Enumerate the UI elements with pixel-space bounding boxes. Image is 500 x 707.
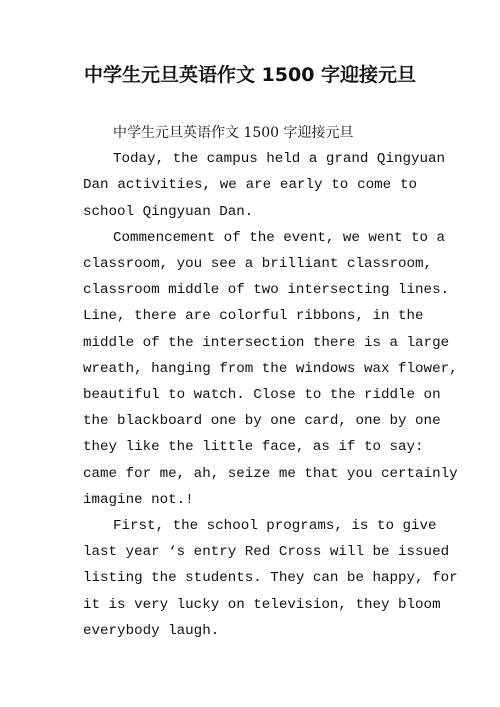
paragraph-line: classroom middle of two intersecting lines.: [83, 282, 450, 299]
paragraph-line: First, the school programs, is to give: [113, 518, 437, 535]
paragraph-line: listing the students. They can be happy, for: [83, 570, 458, 587]
paragraph-line: Today, the campus held a grand Qingyuan: [113, 151, 446, 168]
paragraph-line: school Qingyuan Dan.: [83, 203, 254, 220]
paragraph-line: beautiful to watch. Close to the riddle on: [83, 387, 441, 404]
paragraph-line: it is very lucky on television, they bloom: [83, 596, 441, 613]
document-body: [83, 120, 458, 644]
paragraph-line: imagine not.!: [83, 491, 194, 508]
paragraph-2: [83, 225, 458, 513]
paragraph-line: came for me, ah, seize me that you certainly: [83, 465, 458, 482]
paragraph-line: Line, there are colorful ribbons, in the: [83, 308, 424, 325]
document-subtitle: 中学生元旦英语作文 1500 字迎接元旦: [113, 125, 354, 141]
paragraph-3: [83, 513, 458, 644]
paragraph-line: they like the little face, as if to say:: [83, 439, 424, 456]
paragraph-line: last year ‘s entry Red Cross will be issued: [83, 544, 450, 561]
paragraph-line: middle of the intersection there is a large: [83, 334, 450, 351]
paragraph-line: the blackboard one by one card, one by one: [83, 413, 441, 430]
paragraph-line: classroom, you see a brilliant classroom,: [83, 256, 433, 273]
paragraph-line: everybody laugh.: [83, 622, 220, 639]
paragraph-line: wreath, hanging from the windows wax flower,: [83, 360, 458, 377]
document-title: 中学生元旦英语作文 1500 字迎接元旦: [83, 64, 417, 86]
paragraph-1: [83, 146, 446, 225]
paragraph-line: Commencement of the event, we went to a: [113, 229, 446, 246]
paragraph-line: Dan activities, we are early to come to: [83, 177, 417, 194]
